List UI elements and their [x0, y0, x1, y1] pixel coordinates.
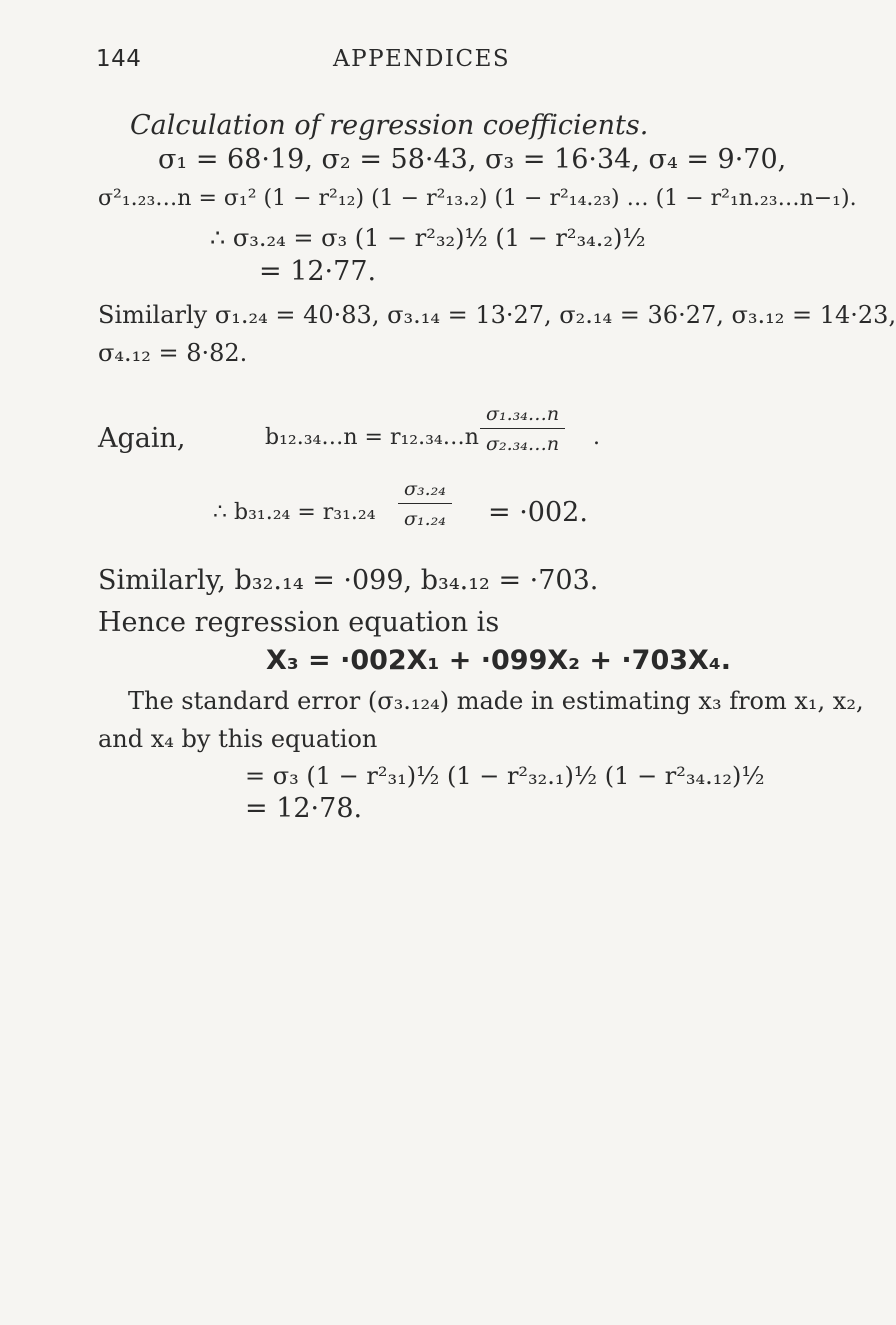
page-number: 144	[96, 46, 142, 72]
regression-equation: X₃ = ·002X₁ + ·099X₂ + ·703X₄.	[266, 645, 731, 676]
hence-text: Hence regression equation is	[98, 607, 500, 638]
sigma-3-24-value: = 12·77.	[259, 256, 377, 287]
sigma-values: σ₁ = 68·19, σ₂ = 58·43, σ₃ = 16·34, σ₄ = 9·70,	[158, 144, 787, 175]
b-31-denominator: σ₁.₂₄	[404, 508, 446, 530]
sigma-3-24-formula: ∴ σ₃.₂₄ = σ₃ (1 − r²₃₂)½ (1 − r²₃₄.₂)½	[210, 224, 646, 252]
running-head: APPENDICES	[333, 46, 511, 72]
standard-error-value: = 12·78.	[245, 793, 363, 824]
standard-error-line2: and x₄ by this equation	[98, 725, 378, 753]
standard-error-formula: = σ₃ (1 − r²₃₁)½ (1 − r²₃₂.₁)½ (1 − r²₃₄.₁₂)½	[245, 762, 765, 790]
b-general-fraction	[480, 403, 565, 455]
b-general-end: .	[593, 425, 600, 450]
b-31-lhs: ∴ b₃₁.₂₄ = r₃₁.₂₄	[213, 500, 376, 525]
again-label: Again,	[98, 423, 186, 454]
b-31-numerator: σ₃.₂₄	[398, 478, 452, 504]
similarly-sigmas-line2: σ₄.₁₂ = 8·82.	[98, 339, 248, 367]
general-sigma-formula: σ²₁.₂₃…n = σ₁² (1 − r²₁₂) (1 − r²₁₃.₂) (1 − r²₁₄.₂₃) … (1 − r²₁n.₂₃…n−₁).	[98, 186, 857, 211]
similarly-sigmas-line1: Similarly σ₁.₂₄ = 40·83, σ₃.₁₄ = 13·27, σ₂.₁₄ = 36·27, σ₃.₁₂ = 14·23,	[98, 301, 896, 329]
b-general-lhs: b₁₂.₃₄…n = r₁₂.₃₄…n	[265, 425, 479, 450]
b-general-denominator: σ₂.₃₄…n	[486, 433, 560, 455]
standard-error-line1: The standard error (σ₃.₁₂₄) made in estimating x₃ from x₁, x₂,	[128, 687, 864, 715]
b-31-fraction	[398, 478, 452, 530]
b-31-value: = ·002.	[488, 497, 588, 528]
section-heading: Calculation of regression coefficients.	[130, 110, 649, 141]
b-general-numerator: σ₁.₃₄…n	[480, 403, 565, 429]
similarly-b-values: Similarly, b₃₂.₁₄ = ·099, b₃₄.₁₂ = ·703.	[98, 565, 599, 596]
